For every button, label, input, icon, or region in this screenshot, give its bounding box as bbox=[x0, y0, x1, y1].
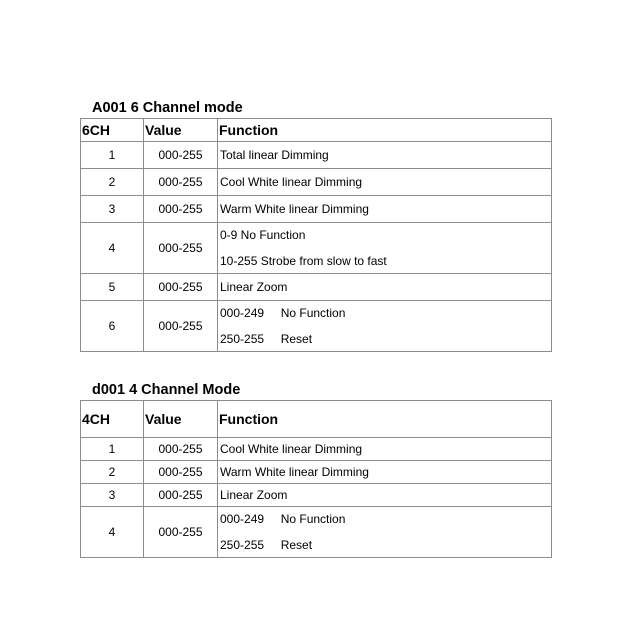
function-cell bbox=[218, 169, 552, 196]
function-text: 250-255 Reset bbox=[220, 538, 313, 552]
table-row bbox=[81, 507, 552, 558]
table-row bbox=[81, 461, 552, 484]
function-text: 10-255 Strobe from slow to fast bbox=[220, 254, 387, 268]
channel-cell: 3 bbox=[81, 196, 144, 223]
table-header-row bbox=[81, 119, 552, 142]
function-text: Linear Zoom bbox=[220, 488, 288, 502]
value-cell: 000-255 bbox=[144, 196, 218, 223]
table-row bbox=[81, 438, 552, 461]
column-header-channel: 6CH bbox=[81, 119, 144, 142]
function-cell bbox=[218, 461, 552, 484]
value-cell: 000-255 bbox=[144, 274, 218, 301]
channel-cell: 1 bbox=[81, 438, 144, 461]
function-text: 000-249 No Function bbox=[220, 306, 346, 320]
column-header-channel: 4CH bbox=[81, 401, 144, 438]
table-row bbox=[81, 169, 552, 196]
channel-cell: 2 bbox=[81, 169, 144, 196]
function-cell bbox=[218, 223, 552, 274]
function-text: 000-249 No Function bbox=[220, 512, 346, 526]
column-header-function: Function bbox=[218, 401, 552, 438]
section-title-6ch: A001 6 Channel mode bbox=[92, 100, 243, 116]
table-header-row bbox=[81, 401, 552, 438]
channel-cell: 4 bbox=[81, 507, 144, 558]
channel-table-6ch bbox=[80, 118, 552, 352]
value-cell: 000-255 bbox=[144, 223, 218, 274]
channel-cell: 3 bbox=[81, 484, 144, 507]
function-text: Cool White linear Dimming bbox=[220, 442, 363, 456]
function-text: 250-255 Reset bbox=[220, 332, 313, 346]
section-title-4ch: d001 4 Channel Mode bbox=[92, 382, 241, 398]
column-header-value: Value bbox=[144, 119, 218, 142]
table-row bbox=[81, 142, 552, 169]
table-row bbox=[81, 274, 552, 301]
column-header-value: Value bbox=[144, 401, 218, 438]
value-cell: 000-255 bbox=[144, 142, 218, 169]
value-cell: 000-255 bbox=[144, 169, 218, 196]
function-cell bbox=[218, 484, 552, 507]
function-cell bbox=[218, 142, 552, 169]
channel-cell: 4 bbox=[81, 223, 144, 274]
function-cell bbox=[218, 274, 552, 301]
value-cell: 000-255 bbox=[144, 438, 218, 461]
function-cell bbox=[218, 438, 552, 461]
function-cell bbox=[218, 301, 552, 352]
table-row bbox=[81, 484, 552, 507]
value-cell: 000-255 bbox=[144, 507, 218, 558]
function-text: Linear Zoom bbox=[220, 280, 288, 294]
channel-cell: 5 bbox=[81, 274, 144, 301]
function-text: Warm White linear Dimming bbox=[220, 465, 369, 479]
channel-cell: 6 bbox=[81, 301, 144, 352]
channel-cell: 1 bbox=[81, 142, 144, 169]
function-text: 0-9 No Function bbox=[220, 228, 306, 242]
function-cell bbox=[218, 196, 552, 223]
value-cell: 000-255 bbox=[144, 484, 218, 507]
function-text: Total linear Dimming bbox=[220, 148, 329, 162]
column-header-function: Function bbox=[218, 119, 552, 142]
value-cell: 000-255 bbox=[144, 301, 218, 352]
table-row bbox=[81, 196, 552, 223]
channel-cell: 2 bbox=[81, 461, 144, 484]
value-cell: 000-255 bbox=[144, 461, 218, 484]
table-row bbox=[81, 223, 552, 274]
table-row bbox=[81, 301, 552, 352]
function-text: Warm White linear Dimming bbox=[220, 202, 369, 216]
function-text: Cool White linear Dimming bbox=[220, 175, 363, 189]
channel-table-4ch bbox=[80, 400, 552, 558]
function-cell bbox=[218, 507, 552, 558]
